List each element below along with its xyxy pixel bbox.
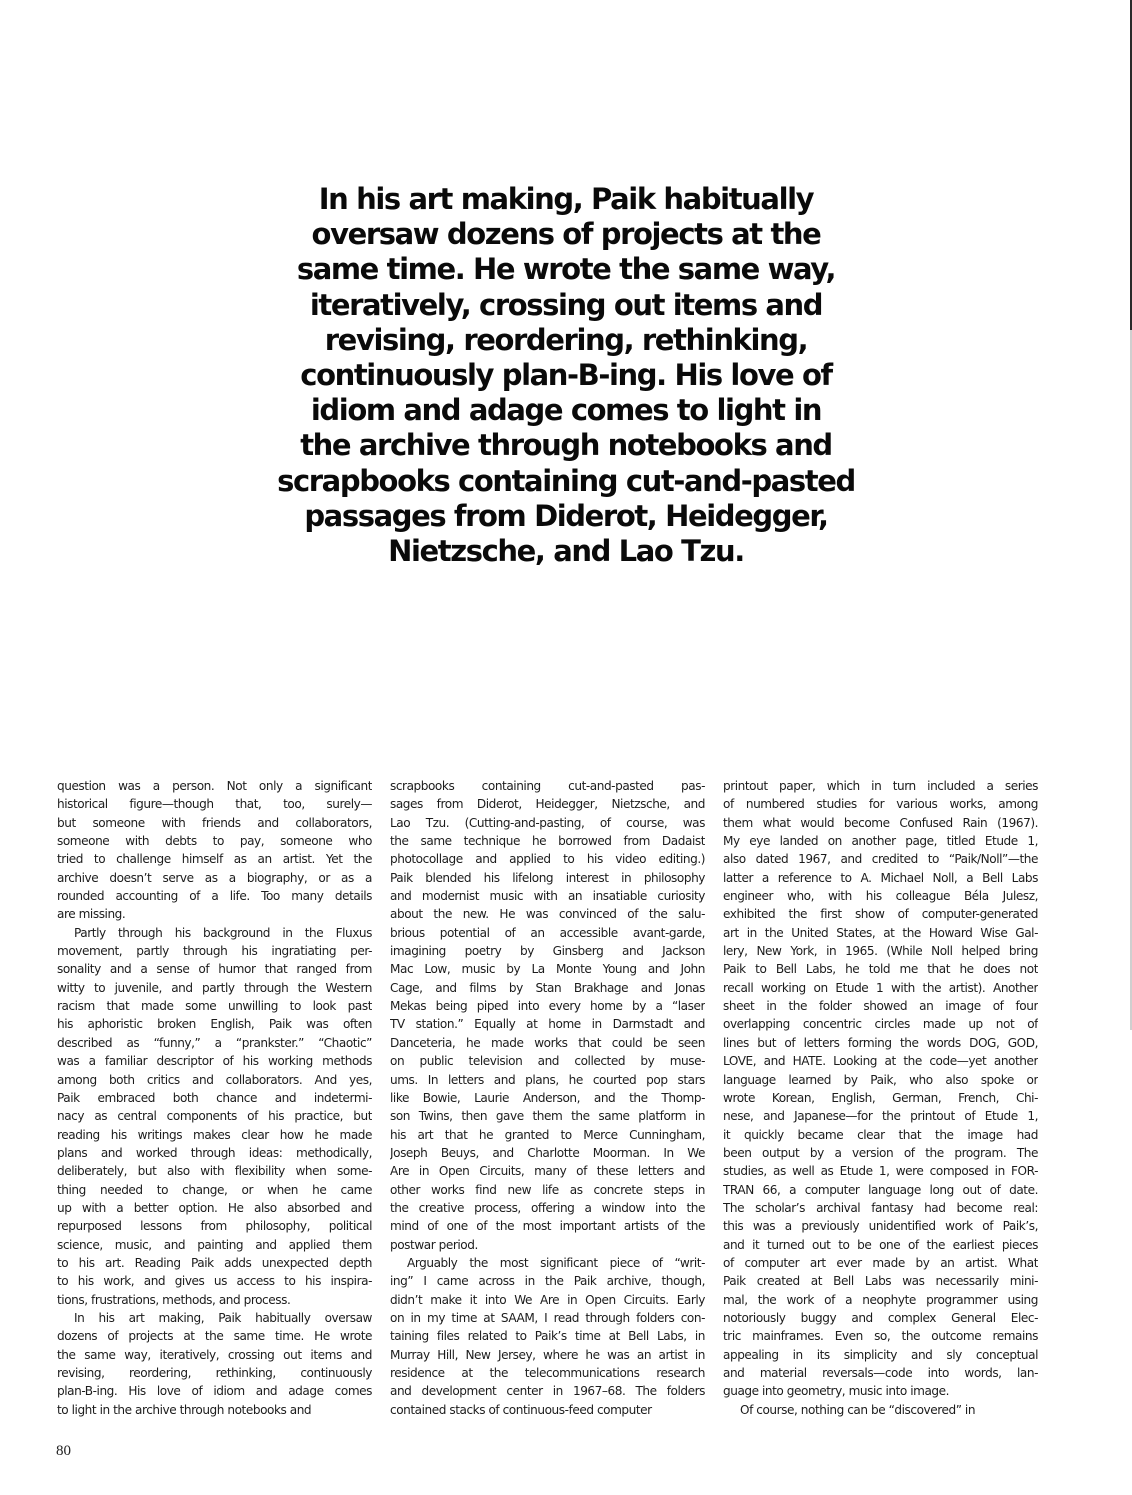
body-text-line: also dated 1967, and credited to “Paik/Noll”—the [723, 852, 1038, 867]
body-text-line: guage into geometry, music into image. [723, 1384, 950, 1399]
body-text-line: on in my time at SAAM, I read through folders con- [390, 1310, 705, 1325]
pull-quote-line: revising, reordering, rethinking, [324, 322, 808, 357]
body-text-line: Are in Open Circuits, many of these letters and [390, 1164, 705, 1179]
pull-quote-line: In his art making, Paik habitually [318, 182, 814, 216]
body-text-line: dozens of projects at the same time. He wrote [57, 1329, 372, 1344]
body-text-line: rounded accounting of a life. Too many details [57, 889, 372, 904]
body-text-line: his art that he granted to Merce Cunningham, [390, 1127, 705, 1142]
body-text-line: Mekas being piped into every home by a “laser [390, 999, 705, 1014]
body-text-line: The scholar’s archival fantasy had become real: [723, 1200, 1038, 1215]
body-text-line: scrapbooks containing cut-and-pasted pas- [390, 779, 705, 793]
pull-quote-line: Nietzsche, and Lao Tzu. [388, 534, 744, 569]
body-text-line: to his art. Reading Paik adds unexpected depth [57, 1255, 372, 1270]
body-text-line: mal, the work of a neophyte programmer using [723, 1292, 1038, 1307]
body-text-line: brious potential of an accessible avant-garde, [390, 925, 705, 940]
body-text-line: wrote Korean, English, German, French, Chi- [723, 1090, 1038, 1105]
body-text-line: overlapping concentric circles made up not of [723, 1017, 1038, 1032]
body-text-line: art in the United States, at the Howard Wise Gal- [723, 925, 1038, 940]
body-text-line: among both critics and collaborators. And yes, [57, 1072, 372, 1087]
body-text-line: Partly through his background in the Fluxus [74, 925, 372, 940]
body-text-line: historical figure—though that, too, surely— [57, 797, 372, 812]
body-text-line: someone with debts to pay, someone who [57, 834, 372, 849]
body-text-line: Lao Tzu. (Cutting-and-pasting, of course, was [390, 815, 705, 830]
body-text-line: witty to juvenile, and partly through the Western [57, 980, 372, 995]
body-text-line: Paik to Bell Labs, he told me that he does not [723, 962, 1038, 977]
body-text-line: Murray Hill, New Jersey, where he was an artist in [390, 1347, 705, 1362]
body-text-line: deliberately, but also with flexibility when some- [57, 1164, 372, 1179]
body-text-line: engineer who, with his colleague Béla Julesz, [723, 889, 1038, 904]
body-text-line: and it turned out to be one of the earliest pieces [723, 1237, 1038, 1252]
body-text-line: plan-B-ing. His love of idiom and adage comes [57, 1384, 372, 1399]
pull-quote-line: idiom and adage comes to light in [310, 393, 822, 428]
body-text-line: them what would become Confused Rain (1967). [723, 815, 1038, 830]
body-text-line: reading his writings makes clear how he made [57, 1127, 372, 1142]
text-column-3 [723, 777, 1038, 1419]
body-text-line: tric mainframes. Even so, the outcome remains [723, 1329, 1038, 1344]
body-text-line: Paik created at Bell Labs was necessarily mini- [723, 1274, 1038, 1289]
body-text-line: tried to challenge himself as an artist. Yet the [57, 852, 372, 867]
body-text-line: nese, and Japanese—for the printout of Etude 1, [723, 1109, 1038, 1124]
body-text-line: it quickly became clear that the image had [723, 1127, 1038, 1142]
pull-quote [200, 182, 932, 569]
body-text-line: to light in the archive through notebooks and [57, 1402, 312, 1417]
body-text-line: imagining poetry by Ginsberg and Jackson [390, 944, 705, 959]
body-text-line: repurposed lessons from philosophy, political [57, 1219, 372, 1234]
body-text-line: the same technique he borrowed from Dadaist [390, 834, 705, 849]
body-text-line: contained stacks of continuous-feed computer [390, 1402, 652, 1417]
body-text-line: and development center in 1967–68. The folders [390, 1384, 705, 1399]
body-text-line: was a familiar descriptor of his working methods [57, 1054, 372, 1069]
body-text-line: latter a reference to A. Michael Noll, a Bell Labs [723, 870, 1038, 885]
body-text-line: LOVE, and HATE. Looking at the code—yet another [723, 1054, 1038, 1069]
body-text-line: Paik blended his lifelong interest in philosophy [390, 870, 705, 885]
body-text-line: studies, as well as Etude 1, were composed in FOR- [723, 1164, 1038, 1179]
pull-quote-line: passages from Diderot, Heidegger, [304, 498, 828, 533]
page-number: 80 [56, 1443, 71, 1459]
body-text-line: his aphoristic broken English, Paik was often [57, 1017, 372, 1032]
body-text-line: up with a better option. He also absorbed and [57, 1200, 372, 1215]
pull-quote-line: same time. He wrote the same way, [296, 252, 836, 287]
body-text-line: ing” I came across in the Paik archive, though, [390, 1274, 705, 1289]
body-text-line: Arguably the most significant piece of “writ- [407, 1255, 705, 1270]
body-text-line: mind of one of the most important artists of the [390, 1219, 705, 1234]
body-text-line: Of course, nothing can be “discovered” in [740, 1402, 976, 1417]
body-text-line: this was a previously unidentified work of Paik’s, [723, 1219, 1038, 1234]
body-text-line: Cage, and films by Stan Brakhage and Jonas [390, 980, 705, 995]
body-text-line: about the new. He was convinced of the salu- [390, 907, 705, 922]
body-text-line: didn’t make it into We Are in Open Circuits. Early [390, 1292, 705, 1307]
body-text-line: revising, reordering, rethinking, continuously [57, 1366, 372, 1380]
body-text-line: described as “funny,” a “prankster.” “Chaotic” [57, 1035, 372, 1050]
pull-quote-line: the archive through notebooks and [300, 428, 832, 463]
body-text-line: to his work, and gives us access to his inspira- [57, 1274, 372, 1289]
body-text-line: tions, frustrations, methods, and process. [57, 1292, 291, 1307]
text-column-2 [390, 777, 705, 1419]
body-text-line: TRAN 66, a computer language long out of date. [723, 1182, 1038, 1197]
body-text-line: ums. In letters and plans, he courted pop stars [390, 1072, 705, 1087]
pull-quote-line: scrapbooks containing cut-and-pasted [277, 463, 855, 498]
body-text-line: sheet in the folder showed an image of four [723, 999, 1038, 1014]
body-text-line: plans and worked through ideas: methodically, [57, 1145, 372, 1160]
body-text-line: TV station.” Equally at home in Darmstadt and [390, 1017, 705, 1032]
body-text-line: on public television and collected by muse- [390, 1054, 705, 1069]
body-text-line: but someone with friends and collaborators, [57, 815, 372, 830]
body-text-line: and material reversals—code into words, lan- [723, 1366, 1038, 1380]
body-text-line: like Bowie, Laurie Anderson, and the Thomp- [390, 1090, 705, 1105]
body-text-line: thing needed to change, or when he came [57, 1182, 372, 1197]
body-text-line: nacy as central components of his practice, but [57, 1109, 372, 1124]
body-text-line: sages from Diderot, Heidegger, Nietzsche, and [390, 797, 705, 812]
body-text-line: recall working on Etude 1 with the artist). Another [723, 980, 1038, 995]
body-text-line: language learned by Paik, who also spoke or [723, 1072, 1038, 1087]
pull-quote-line: oversaw dozens of projects at the [311, 217, 821, 252]
body-text-line: of computer art ever made by an artist. What [723, 1255, 1038, 1270]
body-text-line: printout paper, which in turn included a series [723, 779, 1038, 793]
body-text-line: lines but of letters forming the words DOG, GOD, [723, 1035, 1038, 1050]
body-text-line: My eye landed on another page, titled Etude 1, [723, 834, 1038, 849]
body-text-line: lery, New York, in 1965. (While Noll helped bring [723, 944, 1038, 959]
body-text-line: racism that made some unwilling to look past [57, 999, 372, 1014]
body-text-line: been output by a version of the program. The [723, 1145, 1038, 1160]
body-text-line: taining files related to Paik’s time at Bell Labs, in [390, 1329, 705, 1344]
body-text-line: notoriously buggy and complex General Elec- [723, 1310, 1038, 1325]
body-text-line: of numbered studies for various works, among [723, 797, 1038, 812]
body-text-line: question was a person. Not only a significant [57, 779, 372, 793]
body-text-line: other works find new life as concrete steps in [390, 1182, 705, 1197]
body-text-line: residence at the telecommunications research [390, 1366, 705, 1380]
body-text-line: science, music, and painting and applied them [57, 1237, 372, 1252]
body-text-line: archive doesn’t serve as a biography, or as a [57, 870, 372, 885]
body-text-line: son Twins, then gave them the same platform in [390, 1109, 705, 1124]
body-text-line: sonality and a sense of humor that ranged from [57, 962, 372, 977]
body-text-line: movement, partly through his ingratiating per- [57, 944, 372, 959]
body-text-line: In his art making, Paik habitually oversaw [74, 1310, 372, 1325]
body-text-line: appealing in its simplicity and sly conceptual [723, 1347, 1038, 1362]
body-text-line: postwar period. [390, 1237, 478, 1252]
body-text-line: and modernist music with an insatiable curiosity [390, 889, 705, 904]
body-text-line: Joseph Beuys, and Charlotte Moorman. In We [390, 1145, 705, 1160]
body-text-line: Danceteria, he made works that could be seen [390, 1035, 705, 1050]
body-text-line: are missing. [57, 907, 126, 922]
pull-quote-line: continuously plan-B-ing. His love of [300, 358, 832, 393]
body-text-line: Paik embraced both chance and indetermi- [57, 1090, 372, 1105]
body-text-line: photocollage and applied to his video editing.) [390, 852, 705, 867]
text-column-1 [57, 777, 372, 1419]
body-text-line: the same way, iteratively, crossing out items and [57, 1347, 372, 1362]
body-text-line: the creative process, offering a window into the [390, 1200, 705, 1215]
body-text-line: exhibited the first show of computer-generated [723, 907, 1038, 922]
body-text-line: Mac Low, music by La Monte Young and John [390, 962, 705, 977]
pull-quote-line: iteratively, crossing out items and [309, 287, 823, 322]
